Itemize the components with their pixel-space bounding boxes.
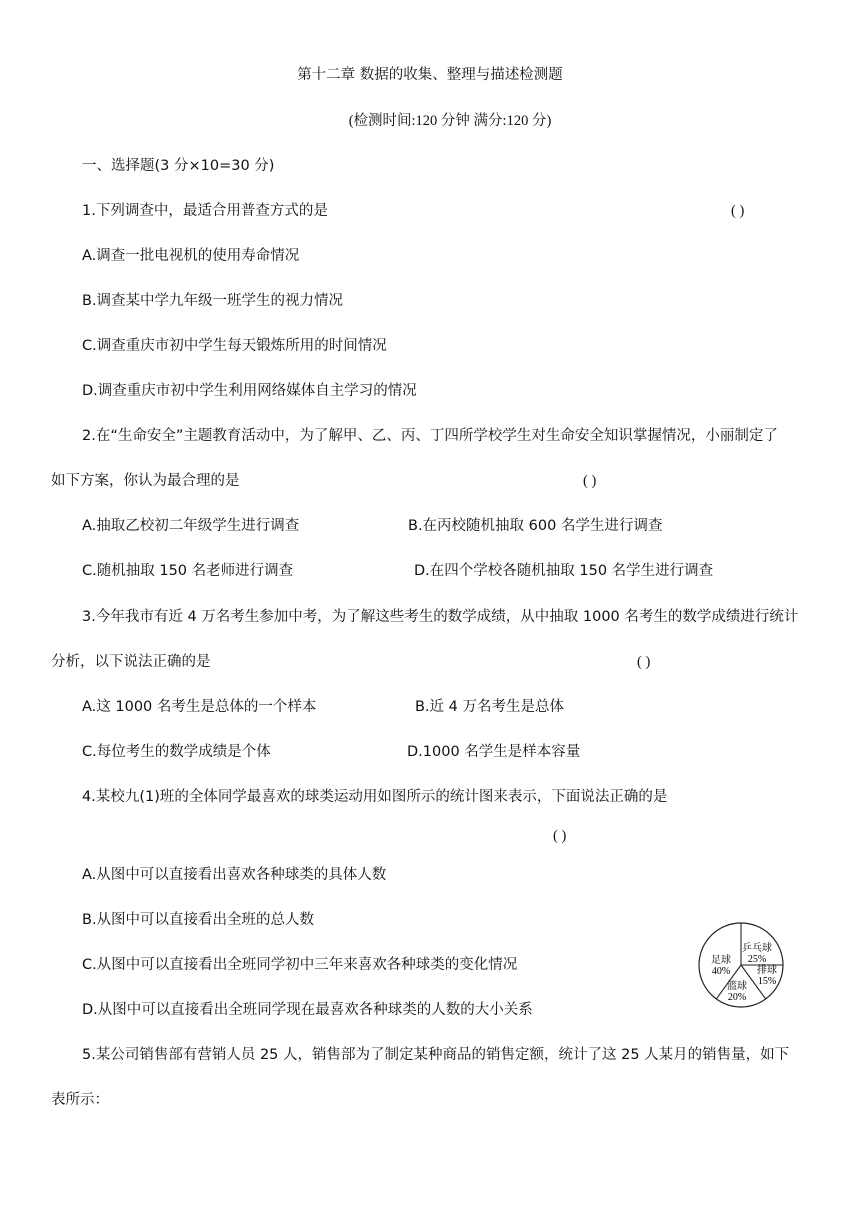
q4-option-c: C.从图中可以直接看出全班同学初中三年来喜欢各种球类的变化情况 — [82, 957, 518, 973]
exam-info: (检测时间:120 分钟 满分:120 分) — [348, 113, 552, 129]
q3-option-d: D.1000 名学生是样本容量 — [407, 744, 581, 760]
pie-slice-value-0: 40% — [711, 966, 731, 977]
section-heading: 一、选择题(3 分×10=30 分) — [82, 158, 275, 174]
q3-option-a: A.这 1000 名考生是总体的一个样本 — [82, 699, 317, 715]
q3-answer-blank: ( ) — [637, 654, 651, 670]
q2-answer-blank: ( ) — [583, 473, 597, 489]
pie-slice-label-2: 排球 — [757, 965, 777, 976]
pie-slice-value-3: 20% — [727, 992, 747, 1003]
q5-stem-line1: 5.某公司销售部有营销人员 25 人，销售部为了制定某种商品的销售定额，统计了这 25 人某月的销售量，如下 — [82, 1047, 790, 1063]
q3-option-c: C.每位考生的数学成绩是个体 — [82, 744, 271, 760]
q1-option-c: C.调查重庆市初中学生每天锻炼所用的时间情况 — [82, 338, 387, 354]
pie-slice-value-1: 25% — [747, 954, 767, 965]
q1-option-d: D.调查重庆市初中学生利用网络媒体自主学习的情况 — [82, 383, 417, 399]
q1-option-a: A.调查一批电视机的使用寿命情况 — [82, 248, 300, 264]
pie-slice-label-1: 乒乓球 — [742, 943, 772, 954]
q4-option-d: D.从图中可以直接看出全班同学现在最喜欢各种球类的人数的大小关系 — [82, 1002, 533, 1018]
q4-stem: 4.某校九(1)班的全体同学最喜欢的球类运动用如图所示的统计图来表示，下面说法正确的是 — [82, 789, 668, 805]
q2-option-b: B.在丙校随机抽取 600 名学生进行调查 — [408, 518, 663, 534]
q2-option-c: C.随机抽取 150 名老师进行调查 — [82, 563, 294, 579]
pie-slice-label-3: 篮球 — [727, 981, 747, 992]
ball-sports-pie-chart — [696, 920, 788, 1012]
q4-option-a: A.从图中可以直接看出喜欢各种球类的具体人数 — [82, 867, 387, 883]
q1-option-b: B.调查某中学九年级一班学生的视力情况 — [82, 293, 344, 309]
page-title: 第十二章 数据的收集、整理与描述检测题 — [297, 67, 563, 83]
q3-stem-line2: 分析，以下说法正确的是 — [51, 654, 211, 670]
q5-stem-line2: 表所示： — [51, 1092, 109, 1108]
q2-option-d: D.在四个学校各随机抽取 150 名学生进行调查 — [414, 563, 714, 579]
q4-option-b: B.从图中可以直接看出全班的总人数 — [82, 912, 315, 928]
q3-stem-line1: 3.今年我市有近 4 万名考生参加中考，为了解这些考生的数学成绩，从中抽取 1000 名考生的数学成绩进行统计 — [82, 609, 799, 625]
pie-slice-label-0: 足球 — [711, 955, 731, 966]
q4-answer-blank: ( ) — [553, 828, 567, 844]
q2-option-a: A.抽取乙校初二年级学生进行调查 — [82, 518, 300, 534]
pie-slice-value-2: 15% — [757, 976, 777, 987]
q1-stem: 1.下列调查中，最适合用普查方式的是 — [82, 203, 328, 219]
q2-stem-line2: 如下方案，你认为最合理的是 — [51, 473, 240, 489]
q3-option-b: B.近 4 万名考生是总体 — [415, 699, 564, 715]
q1-answer-blank: ( ) — [731, 203, 745, 219]
q2-stem-line1: 2.在“生命安全”主题教育活动中，为了解甲、乙、丙、丁四所学校学生对生命安全知识掌握情况，小丽制定了 — [82, 428, 778, 444]
